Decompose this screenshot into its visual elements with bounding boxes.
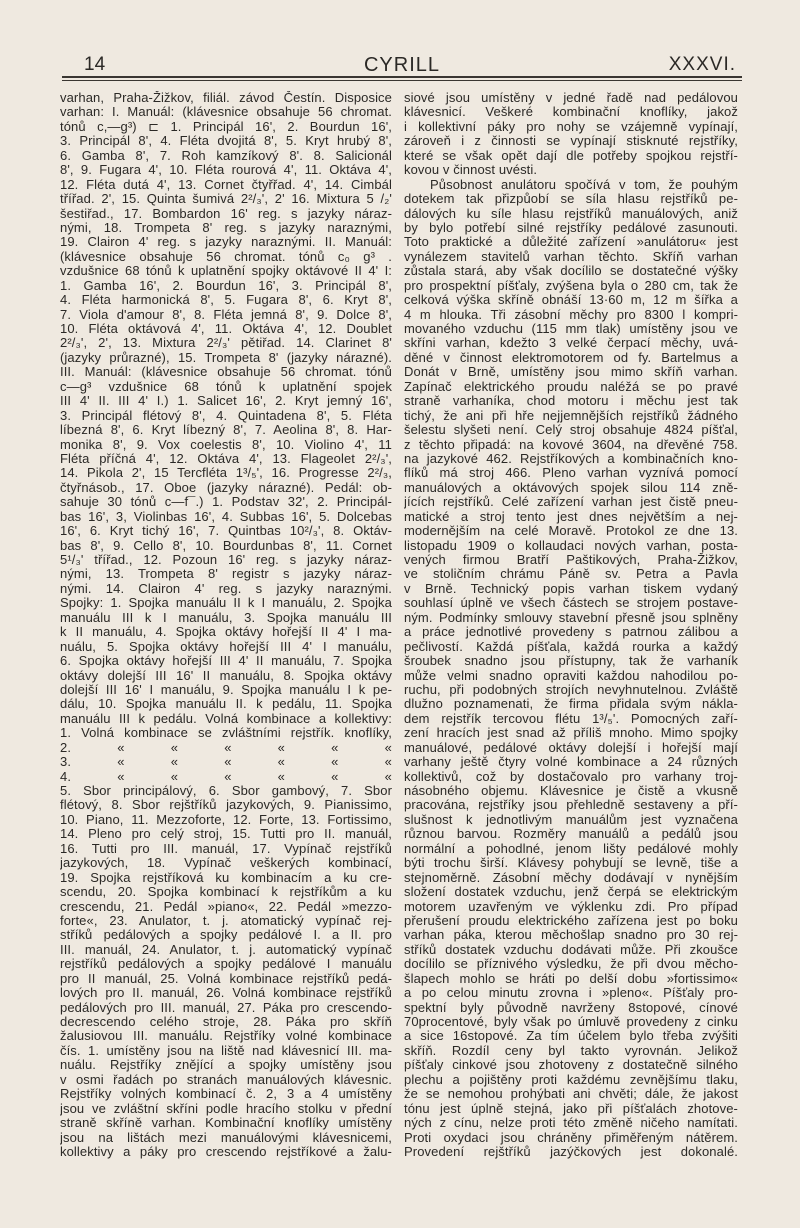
- text-line: flétový, 8. Sbor rejštříků jazykových, 9. Pianissimo,: [60, 798, 392, 813]
- text-line: děné v činnost elektromotorem od fy. Bartelmus a: [404, 350, 738, 365]
- text-line: ným. Podmínky smlouvy stavební přesně jsou splněny: [404, 610, 738, 625]
- text-line: i kollektivní páky pro nohy se vzájemně vypínají,: [404, 119, 738, 134]
- text-line: 2²/₃', 2', 13. Mixtura 2²/₃' pětiřad. 14. Clarinet 8': [60, 336, 392, 351]
- text-line: ruchu, při podobných strojích nevyhnutelnou. Zvláště: [404, 682, 738, 697]
- text-line: vynálezem stavitelů varhan těchto. Skříň varhan: [404, 249, 738, 264]
- text-line: (jazyky průrazné), 15. Trompeta 8' (jazyky nárazné).: [60, 350, 392, 365]
- text-line: rejstříků pedálových a spojky pedálové I manuálu: [60, 957, 392, 972]
- text-line: c—g³ vzdušnice 68 tónů k uplatnění spojek: [60, 379, 392, 394]
- text-line: čtyřnásob., 17. Oboe (jazyky nárazné). Pedál: ob-: [60, 480, 392, 495]
- text-line: souhlasí úplně ve všech částech se strojem postave-: [404, 596, 738, 611]
- text-line: 3. Principál 8', 4. Fléta dvojitá 8', 5. Kryt hrubý 8',: [60, 134, 392, 149]
- text-line: kollektivy a páky pro crescendo rejstříkové a žalu-: [60, 1144, 392, 1159]
- text-line: skříni varhan, kdežto 3 velké čerpací měchy, uvá-: [404, 336, 738, 351]
- text-line: straně varhaníka, chod motoru i měchu jest tak: [404, 394, 738, 409]
- text-line: tichý, že ani při hře nejjemnějších rejstříků žádného: [404, 408, 738, 423]
- text-line: v osmi řadách po stranách manuálových klávesnic.: [60, 1072, 392, 1087]
- text-line: jsou na lištách mezi manuálovými klávesnicemi,: [60, 1130, 392, 1145]
- text-line: dolejší III 16' I manuálu, 9. Spojka manuálu I k pe-: [60, 682, 392, 697]
- text-line: varhan páka, kterou měchošlap snadno pro 30 rej-: [404, 928, 738, 943]
- text-line: Rejstříky volných kombinací č. 2, 3 a 4 umístěny: [60, 1087, 392, 1102]
- text-line: 4 m hlouka. Tři zásobní měchy pro 8300 l kompri-: [404, 307, 738, 322]
- text-line: 1. Volná kombinace se zvláštními rejstřík. knoflíky,: [60, 726, 392, 741]
- text-line: varhan: I. Manuál: (klávesnice obsahuje 56 chromat.: [60, 105, 392, 120]
- text-line: násobného objemu. Klávesnice je čistě a vkusně: [404, 784, 738, 798]
- text-line: 3. « « « « « «: [60, 755, 392, 770]
- text-line: tónu jest úplně stejná, jako při píšťalách zhotove-: [404, 1101, 738, 1116]
- text-line: 2. « « « « « «: [60, 740, 392, 755]
- text-line: dotekem tak přizpůobí se síla hlasu rejstříků pe-: [404, 192, 738, 207]
- text-line: 12. Fléta dutá 4', 13. Cornet čtyřřad. 4', 14. Cimbál: [60, 177, 392, 192]
- text-line: normální a pohodlné, jenom lišty pedálové mohly: [404, 841, 738, 856]
- right-text-column: [404, 91, 738, 1159]
- text-line: Donát v Brně, umístěny jsou mimo skříň varhan.: [404, 365, 738, 380]
- text-line: 6. Spojka oktávy hořejší III 4' II manuálu, 7. Spojka: [60, 654, 392, 669]
- text-line: 19. Spojka rejstříková ku kombinacím a ku cre-: [60, 870, 392, 885]
- text-line: varhany ještě čtyry volné kombinace a 24 různých: [404, 755, 738, 770]
- text-line: složení dostatek vzduchu, jenž čerpá se elektrickým: [404, 885, 738, 900]
- text-line: dlužno poznamenati, že firma přidala svým nákla-: [404, 697, 738, 712]
- text-line: na jazykové 462. Rejstříkových a kombinačních kno-: [404, 451, 738, 466]
- text-line: pečlivostí. Každá píšťala, každá rourka a každý: [404, 639, 738, 654]
- header-rule: [62, 76, 742, 81]
- text-line: které se však opět dají dle potřeby spojkou rejstří-: [404, 148, 738, 163]
- text-line: matické a stroj tento jest dnes největším a nej-: [404, 509, 738, 524]
- text-line: čís. 1. umístěny jsou na liště nad klávesnicí III. ma-: [60, 1043, 392, 1058]
- text-line: 4. « « « « « «: [60, 769, 392, 784]
- text-line: líbezná 8', 6. Kryt líbezný 8', 7. Aeolina 8', 8. Har-: [60, 423, 392, 438]
- volume-number: XXXVI.: [668, 54, 736, 75]
- text-line: pedálových pro III. manuál, 27. Páka pro crescendo-: [60, 1000, 392, 1015]
- text-line: manuálu III k pedálu. Volná kombinace a kollektivy:: [60, 711, 392, 726]
- text-line: 14. Pikola 2', 15 Tercfléta 1³/₅', 16. Progresse 2²/₃,: [60, 466, 392, 481]
- text-line: pracována, rejstříky jsou přehledně sestaveny a pří-: [404, 798, 738, 813]
- text-line: jících rejstříků. Celé zařízení varhan jest čistě pneu-: [404, 495, 738, 510]
- text-line: šroubek snadno jsou přístupny, tak že varhaník: [404, 654, 738, 669]
- text-line: straně skříně varhan. Kombinační knoflíky umístěny: [60, 1116, 392, 1131]
- text-line: pro II manuál, 25. Volná kombinace rejstříků pedá-: [60, 971, 392, 986]
- text-line: zůstala stará, aby však docílilo se dostatečné výšky: [404, 264, 738, 279]
- text-line: manuálové, pedálové oktávy dolejší i hořejší mají: [404, 740, 738, 755]
- text-line: bas 8', 9. Cello 8', 10. Bourdunbas 8', 11. Cornet: [60, 538, 392, 553]
- journal-title: CYRILL: [363, 54, 441, 76]
- text-line: nými, 18. Trompeta 8' reg. s jazyky naraznými,: [60, 220, 392, 235]
- text-line: stříků dostatek vzduchu dodávati může. Při zkoušce: [404, 942, 738, 957]
- text-line: vených firmou Bratří Paštikových, Praha-Žižkov,: [404, 553, 738, 567]
- text-line: k II manuálu, 4. Spojka oktávy hořejší II 4' I ma-: [60, 625, 392, 640]
- text-line: scendu, 20. Spojka kombinací k rejstříkům a ku: [60, 885, 392, 900]
- text-line: šlapech mohlo se hráti po delší dobu »fortissimo«: [404, 971, 738, 986]
- left-text-column: [60, 91, 392, 1159]
- text-line: klávesnicí. Veškeré kombinační knoflíky, jakož: [404, 105, 738, 120]
- text-line: nuálu, 5. Spojka oktávy hořejší III 4' I manuálu,: [60, 639, 392, 654]
- text-line: forte«, 23. Anulator, t. j. atomatický vypínač rej-: [60, 913, 392, 928]
- text-line: (klávesnice obsahuje 56 chromat. tónů c₀ g³ .: [60, 249, 392, 264]
- text-line: dálu, 10. Spojka manuálu II. k pedálu, 11. Spojka: [60, 697, 392, 712]
- text-line: III. manuál, 24. Anulator, t. j. automatický vypínač: [60, 942, 392, 957]
- text-line: z těchto připadá: na kovové 3604, na dřevěné 758.: [404, 437, 738, 452]
- text-line: že se nemohou prohýbati ani chvěti; dále, že jakost: [404, 1087, 738, 1102]
- text-line: ve stoličním chrámu Páně sv. Petra a Pavla: [404, 567, 738, 582]
- text-line: 1. Gamba 16', 2. Bourdun 16', 3. Principál 8',: [60, 278, 392, 293]
- text-line: 19. Clairon 4' reg. s jazyky naraznými. II. Manuál:: [60, 235, 392, 250]
- text-line: Působnost anulátoru spočívá v tom, že pouhým: [430, 177, 738, 192]
- text-line: stříků pedálových a spojky pedálové I. a II. pro: [60, 928, 392, 943]
- text-line: Zapínač elektrického proudu naléžá se po pravé: [404, 379, 738, 394]
- text-line: bas 16', 3, Violinbas 16', 4. Subbas 16', 5. Dolcebas: [60, 509, 392, 524]
- text-line: a po celou minutu zrovna i »pleno«. Píšťaly pro-: [404, 986, 738, 1001]
- text-line: listopadu 1909 o kollaudaci nových varhan, posta-: [404, 538, 738, 553]
- text-line: decrescendo celého stroje, 28. Páka pro skříň: [60, 1015, 392, 1029]
- text-line: siové jsou umístěny v jedné řadě nad pedálovou: [404, 91, 738, 105]
- text-line: docílilo se příznivého výsledku, že při dvou měcho-: [404, 957, 738, 972]
- text-line: 5. Sbor principálový, 6. Sbor gambový, 7. Sbor: [60, 784, 392, 798]
- text-line: nými, 13. Trompeta 8' registr s jazyky náraz-: [60, 567, 392, 582]
- text-line: slušnost k jednotlivým manuálům jest vyznačena: [404, 812, 738, 827]
- text-line: Provedení rejštříků jazýčkových jest dokonalé.: [404, 1144, 738, 1159]
- text-line: flíků má stroj 466. Pleno varhan vyznívá pomocí: [404, 466, 738, 481]
- text-line: 16. Tutti pro III. manuál, 17. Vypínač rejstříků: [60, 841, 392, 856]
- page-number: 14: [84, 54, 106, 75]
- text-line: pro prospektní píšťaly, zvýšena byla o 280 cm, tak že: [404, 278, 738, 293]
- text-line: lových pro II. manuál, 26. Volná kombinace rejstříků: [60, 986, 392, 1001]
- text-line: 7. Viola d'amour 8', 8. Fléta jemná 8', 9. Dolce 8',: [60, 307, 392, 322]
- text-line: ných z cínu, nelze proti této změně ničeho namítati.: [404, 1116, 738, 1131]
- text-line: 4. Fléta harmonická 8', 5. Fugara 8', 6. Kryt 8',: [60, 293, 392, 308]
- text-line: dálových ku síle hlasu rejstříků manuálových, aniž: [404, 206, 738, 221]
- text-line: spektní byly původně navrženy 8stopové, cínové: [404, 1000, 738, 1015]
- text-line: 14. Pleno pro celý stroj, 15. Tutti pro II. manuál,: [60, 827, 392, 842]
- text-line: monika 8', 9. Vox coelestis 8', 10. Violino 4', 11: [60, 437, 392, 452]
- text-line: by bylo potřebí silné rejstříky pedálové zasunouti.: [404, 220, 738, 235]
- text-line: sahuje 30 tónů c—f¯.) 1. Podstav 32', 2. Principál-: [60, 495, 392, 510]
- text-line: crescendu, 21. Pedál »piano«, 22. Pedál »mezzo-: [60, 899, 392, 914]
- text-line: plechu a pojištěny proti každému zevnějšímu tlaku,: [404, 1072, 738, 1087]
- text-line: varhan, Praha-Žižkov, filiál. závod Čestín. Disposice: [60, 91, 392, 105]
- text-line: píšťaly cinkové jsou zhotoveny z dostatečně silného: [404, 1058, 738, 1073]
- text-line: žalusiovou III. manuálu. Rejstříky volné kombinace: [60, 1029, 392, 1044]
- text-line: zároveň i z činnosti se vypínají stisknuté rejstříky,: [404, 134, 738, 149]
- text-line: zení hracích jest snad až příliš mnoho. Mimo spojky: [404, 726, 738, 741]
- text-line: celková výška skříně obnáší 13·60 m, 12 m šířka a: [404, 293, 738, 308]
- text-line: třířad. 2', 15. Quinta šumivá 2²/₃', 2' 16. Mixtura 5 /₂': [60, 192, 392, 207]
- text-line: a práce jednotlivé provedeny s patrnou zálibou a: [404, 625, 738, 640]
- text-line: kovou v činnost uvésti.: [404, 163, 538, 178]
- text-line: manuálových a oktávových spojek silou 114 zně-: [404, 480, 738, 495]
- text-line: šelestu slyšeti není. Celý stroj obsahuje 4824 píšťal,: [404, 423, 738, 438]
- text-line: jsou ve zvláštní skříni podle hracího stolku v přední: [60, 1101, 392, 1116]
- text-line: může velmi snadno opraviti každou nahodilou po-: [404, 668, 738, 683]
- text-line: skříň. Rozdíl ceny byl takto vyrovnán. Jelikož: [404, 1043, 738, 1058]
- text-line: nuálu. Rejstříky znějící a spojky umístěny jsou: [60, 1058, 392, 1073]
- text-line: 70procentové, byly však po úmluvě provedeny z cinku: [404, 1015, 738, 1029]
- text-line: býti trochu širší. Klávesy pohybují se levně, tiše a: [404, 856, 738, 871]
- text-line: movaného vzduchu (115 mm tlak) umístěny jsou ve: [404, 322, 738, 336]
- text-line: manuálu III k I manuálu, 3. Spojka manuálu III: [60, 610, 392, 625]
- text-line: 8', 9. Fugara 4', 10. Fléta rourová 4', 11. Oktáva 4',: [60, 163, 392, 178]
- text-line: dem rejstřík tercovou flétu 1³/₅'. Pomocných zaří-: [404, 711, 738, 726]
- text-line: jazykových, 18. Vypínač veškerých kombinací,: [60, 856, 392, 871]
- text-line: stejnoměrně. Zásobní měchy dodávají v nynějším: [404, 870, 738, 885]
- text-line: různou barvou. Rozměry manuálů a pedálů jsou: [404, 827, 738, 842]
- page-header: [62, 50, 742, 80]
- text-line: šestiřad., 17. Bombardon 16' reg. s jazyky náraz-: [60, 206, 392, 221]
- text-line: 10. Fléta oktávová 4', 11. Oktáva 4', 12. Doublet: [60, 322, 392, 336]
- text-line: 3. Principál flétový 8', 4. Quintadena 8', 5. Fléta: [60, 408, 392, 423]
- text-line: a sice 16stopové. Za tím účelem bylo třeba zvýšiti: [404, 1029, 738, 1044]
- text-line: 10. Piano, 11. Mezzoforte, 12. Forte, 13. Fortissimo,: [60, 812, 392, 827]
- text-line: modernějším na celé Moravě. Protokol ze dne 13.: [404, 524, 738, 539]
- text-line: v Brně. Technický popis varhan tiskem vydaný: [404, 581, 738, 596]
- text-line: přerušení proudu elektrického zařízena jest po boku: [404, 913, 738, 928]
- text-line: Fléta příčná 4', 12. Oktáva 4', 13. Flageolet 2²/₃',: [60, 451, 392, 466]
- text-line: tónů c,—g³) ⊏ 1. Principál 16', 2. Bourdun 16',: [60, 119, 392, 134]
- text-line: Proti oxydaci jsou chráněny přiměřeným nátěrem.: [404, 1130, 738, 1145]
- text-line: nými. 14. Clairon 4' reg. s jazyky naraznými.: [60, 581, 392, 596]
- text-line: motorem uzavřeným ve výklenku zdi. Pro případ: [404, 899, 738, 914]
- text-line: vzdušnice 68 tónů k uplatnění spojky oktávové II 4' I:: [60, 264, 392, 279]
- text-line: oktávy dolejší III 16' II manuálu, 8. Spojka oktávy: [60, 668, 392, 683]
- text-line: III 4' II. III 4' I.) 1. Salicet 16', 2. Kryt jemný 16',: [60, 394, 392, 409]
- text-line: kollektivů, což by dostačovalo pro varhany troj-: [404, 769, 738, 784]
- text-line: Toto praktické a důležité zařízení »anulátoru« jest: [404, 235, 738, 250]
- text-line: 6. Gamba 8', 7. Roh kamzíkový 8'. 8. Salicionál: [60, 148, 392, 163]
- text-line: III. Manuál: (klávesnice obsahuje 56 chromat. tónů: [60, 365, 392, 380]
- text-line: Spojky: 1. Spojka manuálu II k I manuálu, 2. Spojka: [60, 596, 392, 611]
- text-line: 16', 6. Kryt tichý 16', 7. Quintbas 10²/₃', 8. Oktáv-: [60, 524, 392, 539]
- text-line: 5¹/₃' třířad., 12. Pozoun 16' reg. s jazyky náraz-: [60, 553, 392, 567]
